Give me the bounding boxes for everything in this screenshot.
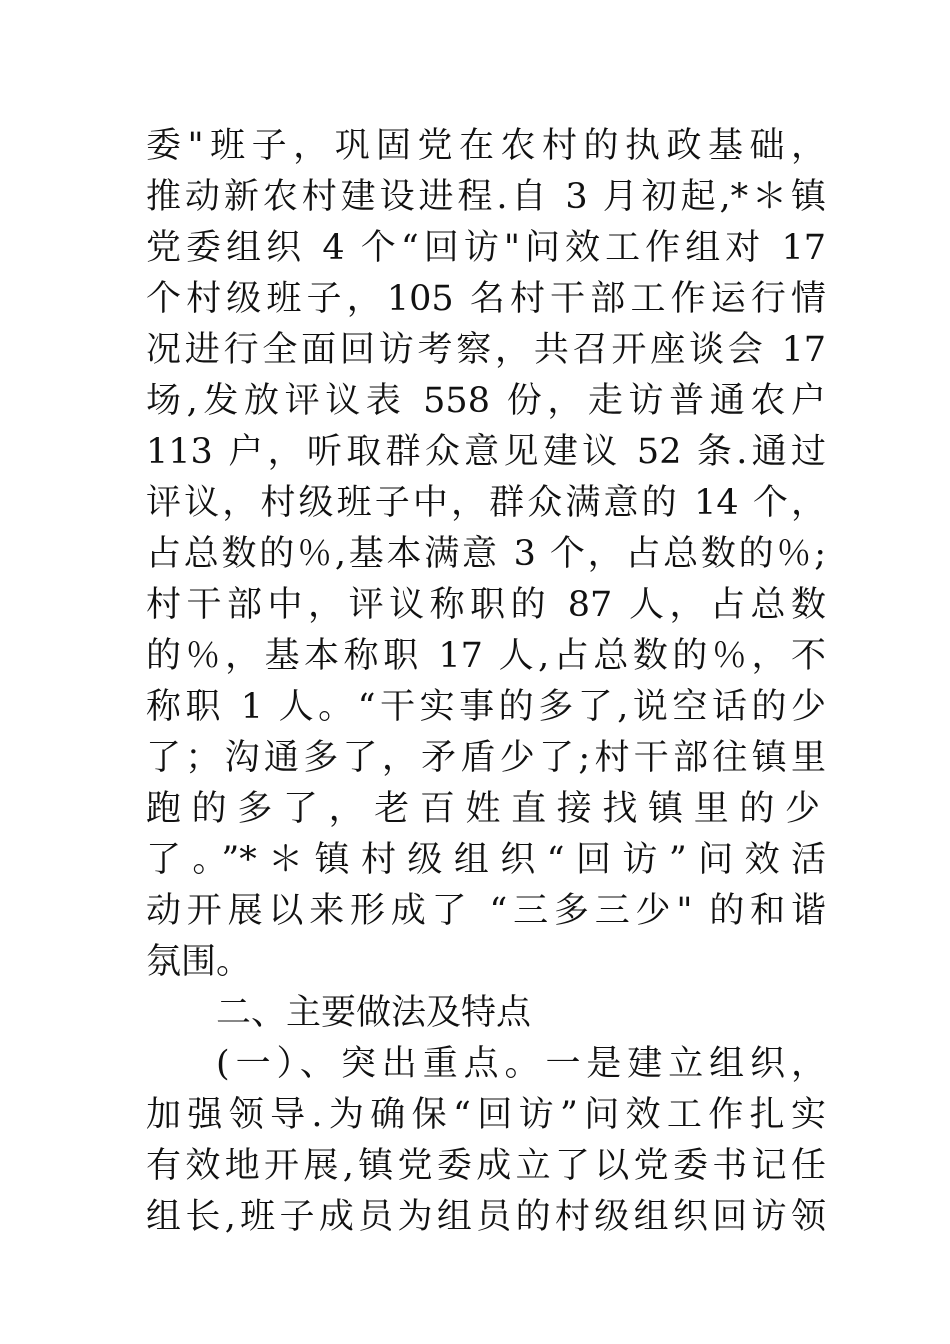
paragraph-1-line: 了；沟通多了，矛盾少了;村干部往镇里 [146,738,826,778]
paragraph-1 [146,121,826,988]
paragraph-1-line: 113 户，听取群众意见建议 52 条.通过 [146,432,826,472]
paragraph-1-line: 评议，村级班子中，群众满意的 14 个， [146,483,826,523]
paragraph-2-line: 有效地开展,镇党委成立了以党委书记任 [146,1146,826,1186]
paragraph-1-line: 跑的多了，老百姓直接找镇里的少 [146,789,826,829]
paragraph-1-line: 了。”*＊镇村级组织“回访”问效活 [146,840,826,880]
paragraph-2-line: (一）、突出重点。一是建立组织， [216,1044,826,1084]
paragraph-2 [146,1039,826,1243]
paragraph-2-line: 组长,班子成员为组员的村级组织回访领 [146,1197,826,1237]
paragraph-1-line: 占总数的％,基本满意 3 个，占总数的％; [146,534,826,574]
paragraph-1-line: 氛围。 [146,942,252,982]
paragraph-1-line: 推动新农村建设进程.自 3 月初起,*＊镇 [146,177,826,217]
paragraph-2-line: 加强领导.为确保“回访”问效工作扎实 [146,1095,826,1135]
paragraph-1-line: 个村级班子，105 名村干部工作运行情 [146,279,826,319]
paragraph-1-line: 委"班子，巩固党在农村的执政基础， [146,126,826,166]
section-heading: 二、主要做法及特点 [216,993,532,1033]
paragraph-1-line: 村干部中，评议称职的 87 人，占总数 [146,585,826,625]
paragraph-1-line: 场,发放评议表 558 份，走访普通农户 [146,381,826,421]
paragraph-1-line: 况进行全面回访考察，共召开座谈会 17 [146,330,826,370]
paragraph-1-line: 称职 1 人。“干实事的多了,说空话的少 [146,687,826,727]
paragraph-1-line: 党委组织 4 个“回访"问效工作组对 17 [146,228,826,268]
document-body [146,121,826,1243]
paragraph-1-line: 的％，基本称职 17 人,占总数的％，不 [146,636,826,676]
paragraph-1-line: 动开展以来形成了 “三多三少" 的和谐 [146,891,826,931]
